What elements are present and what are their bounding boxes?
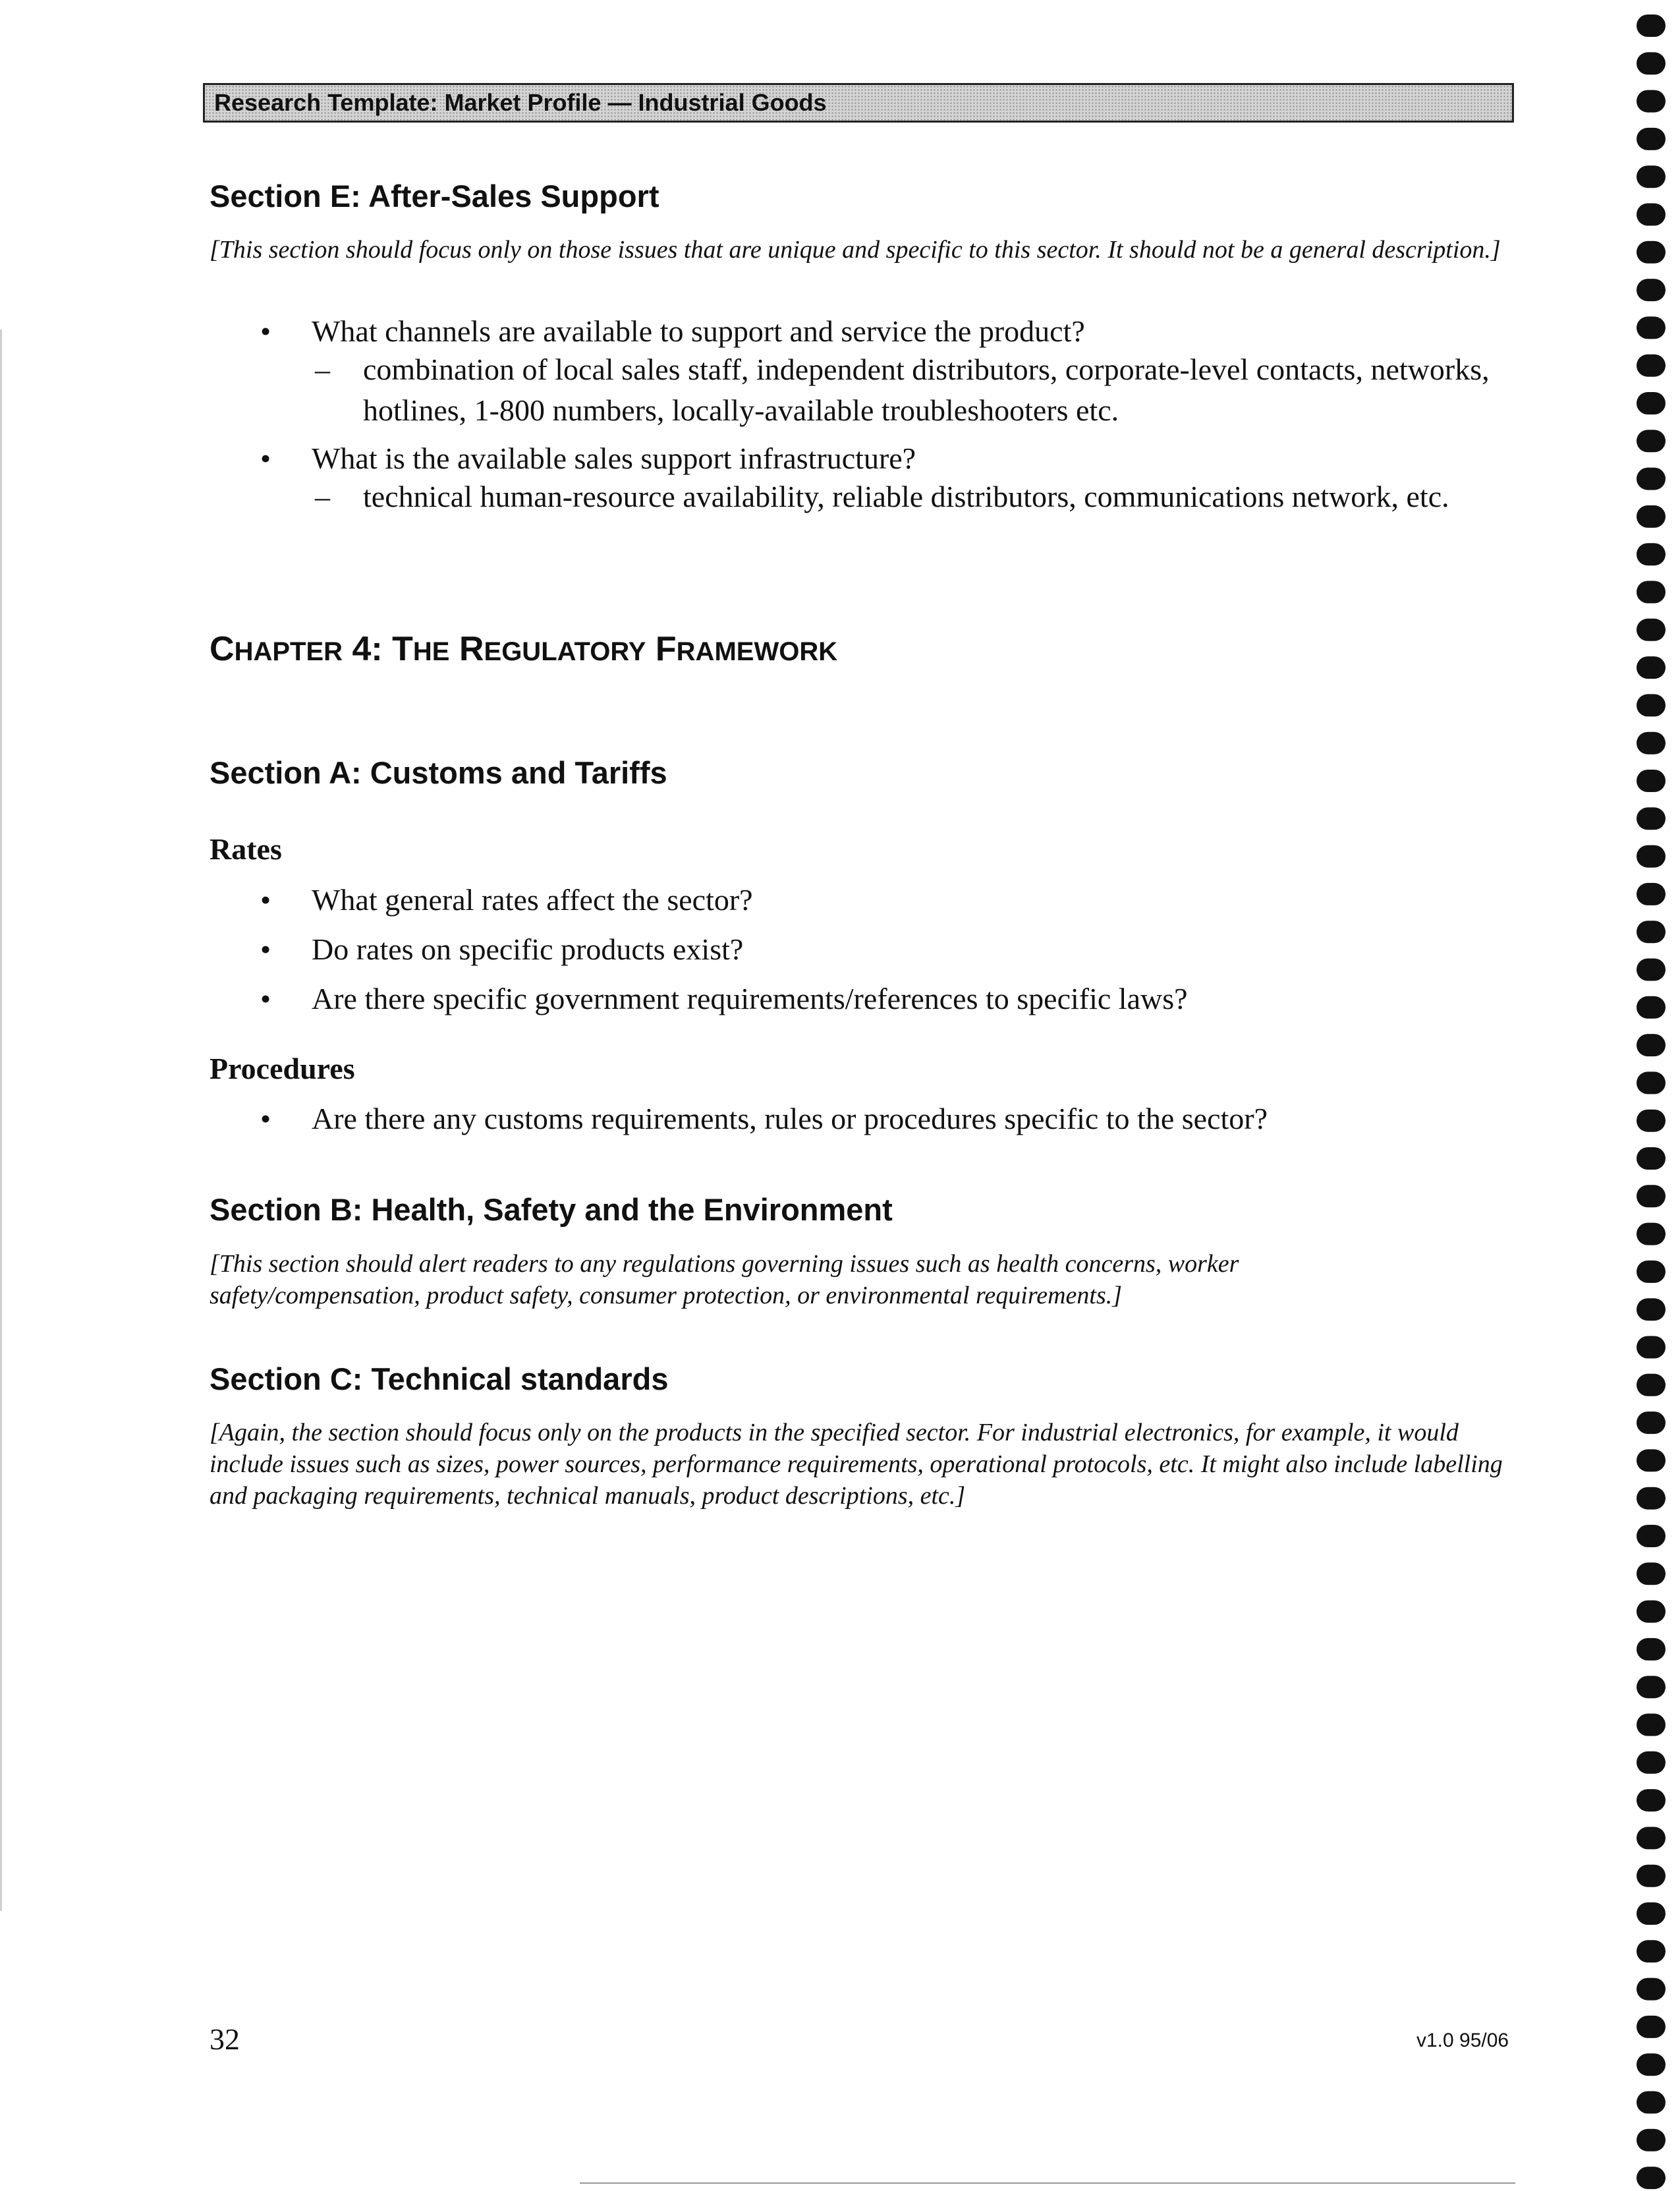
bullet-icon: • xyxy=(260,314,271,348)
binding-hole-icon xyxy=(1637,959,1666,981)
binding-hole-icon xyxy=(1637,1487,1666,1510)
binding-hole-icon xyxy=(1637,619,1666,641)
binding-hole-icon xyxy=(1637,1562,1666,1585)
binding-hole-icon xyxy=(1637,1223,1666,1245)
running-header-bar xyxy=(203,83,1514,123)
binding-hole-icon xyxy=(1637,14,1666,37)
sub-list-item-text: combination of local sales staff, independent distributors, corporate-level contacts, networks, hotlines, 1-800 numbers, locally-available troubleshooters etc. xyxy=(363,353,1490,427)
binding-hole-icon xyxy=(1637,392,1666,414)
binding-hole-icon xyxy=(1637,2167,1666,2189)
binding-hole-icon xyxy=(1637,1147,1666,1170)
sub-list-item xyxy=(315,349,1521,431)
binding-hole-icon xyxy=(1637,581,1666,604)
binding-hole-icon xyxy=(1637,1185,1666,1207)
section-b-note: [This section should alert readers to any regulations governing issues such as health concerns, worker safety/compensation, product safety, consumer protection, or environmental requirements.] xyxy=(210,1250,1239,1309)
binding-hole-icon xyxy=(1637,921,1666,943)
binding-hole-icon xyxy=(1637,505,1666,528)
procedures-heading: Procedures xyxy=(210,1052,355,1085)
binding-hole-icon xyxy=(1637,770,1666,792)
chapter-title: CHAPTER 4: THE REGULATORY FRAMEWORK xyxy=(210,630,838,668)
section-c-note: [Again, the section should focus only on the products in the specified sector. For industrial electronics, for example, it would include issues such as sizes, power sources, performance requirements, operational protocols, etc. It might also include labelling and packaging requirements, technical manuals, product descriptions, etc.] xyxy=(210,1419,1503,1510)
section-a-heading: Section A: Customs and Tariffs xyxy=(210,755,667,790)
binding-hole-icon xyxy=(1637,128,1666,150)
binding-hole-icon xyxy=(1637,241,1666,264)
binding-hole-icon xyxy=(1637,355,1666,377)
list-item-text: Do rates on specific products exist? xyxy=(312,932,744,966)
binding-hole-icon xyxy=(1637,52,1666,74)
binding-hole-icon xyxy=(1637,2129,1666,2151)
sub-list-item xyxy=(315,476,1521,517)
list-item-text: Are there any customs requirements, rules or procedures specific to the sector? xyxy=(312,1102,1268,1135)
bullet-icon: • xyxy=(260,441,271,475)
list-item-text: What general rates affect the sector? xyxy=(312,883,753,917)
binding-hole-icon xyxy=(1637,1411,1666,1434)
rates-heading: Rates xyxy=(210,832,282,866)
binding-hole-icon xyxy=(1637,1865,1666,1887)
list-item-text: Are there specific government requirements/references to specific laws? xyxy=(312,982,1188,1015)
scan-edge-mark xyxy=(0,329,2,1911)
running-header-title: Research Template: Market Profile — Industrial Goods xyxy=(214,89,827,116)
binding-hole-icon xyxy=(1637,732,1666,754)
section-b-heading: Section B: Health, Safety and the Environment xyxy=(210,1192,893,1227)
bottom-edge-line xyxy=(580,2182,1515,2184)
dash-icon: – xyxy=(315,353,330,386)
binding-hole-icon xyxy=(1637,2053,1666,2076)
binding-hole-icon xyxy=(1637,1601,1666,1623)
bullet-icon: • xyxy=(260,883,271,917)
binding-hole-icon xyxy=(1637,430,1666,452)
binding-hole-icon xyxy=(1637,165,1666,188)
binding-hole-icon xyxy=(1637,1261,1666,1283)
binding-hole-icon xyxy=(1637,1336,1666,1359)
binding-hole-icon xyxy=(1637,543,1666,565)
binding-hole-icon xyxy=(1637,694,1666,716)
binding-hole-icon xyxy=(1637,279,1666,301)
bullet-icon: • xyxy=(260,932,271,966)
binding-hole-icon xyxy=(1637,883,1666,905)
spiral-binding xyxy=(1634,0,1673,2191)
binding-hole-icon xyxy=(1637,1978,1666,2001)
page-number: 32 xyxy=(210,2022,240,2056)
binding-hole-icon xyxy=(1637,2091,1666,2114)
sub-list-item-text: technical human-resource availability, reliable distributors, communications network, etc. xyxy=(363,480,1449,513)
binding-hole-icon xyxy=(1637,1789,1666,1811)
binding-hole-icon xyxy=(1637,1034,1666,1056)
dash-icon: – xyxy=(315,480,330,513)
binding-hole-icon xyxy=(1637,1714,1666,1736)
binding-hole-icon xyxy=(1637,1449,1666,1471)
version-label: v1.0 95/06 xyxy=(1416,2030,1509,2051)
section-c-heading: Section C: Technical standards xyxy=(210,1361,669,1396)
binding-hole-icon xyxy=(1637,1827,1666,1849)
list-item-text: What is the available sales support infrastructure? xyxy=(312,441,916,475)
binding-hole-icon xyxy=(1637,316,1666,339)
binding-hole-icon xyxy=(1637,1374,1666,1396)
binding-hole-icon xyxy=(1637,845,1666,868)
binding-hole-icon xyxy=(1637,1110,1666,1132)
binding-hole-icon xyxy=(1637,1071,1666,1094)
binding-hole-icon xyxy=(1637,1751,1666,1774)
binding-hole-icon xyxy=(1637,996,1666,1019)
binding-hole-icon xyxy=(1637,90,1666,113)
bullet-icon: • xyxy=(260,982,271,1015)
binding-hole-icon xyxy=(1637,468,1666,490)
binding-hole-icon xyxy=(1637,2016,1666,2038)
bullet-icon: • xyxy=(260,1102,271,1135)
section-e-note: [This section should focus only on those issues that are unique and specific to this sector. It should not be a general description.] xyxy=(210,236,1501,264)
list-item-text: What channels are available to support and service the product? xyxy=(312,314,1085,348)
binding-hole-icon xyxy=(1637,1902,1666,1925)
binding-hole-icon xyxy=(1637,807,1666,830)
binding-hole-icon xyxy=(1637,1638,1666,1661)
binding-hole-icon xyxy=(1637,1940,1666,1962)
section-e-heading: Section E: After-Sales Support xyxy=(210,179,659,213)
binding-hole-icon xyxy=(1637,1525,1666,1547)
binding-hole-icon xyxy=(1637,656,1666,679)
binding-hole-icon xyxy=(1637,1298,1666,1321)
binding-hole-icon xyxy=(1637,204,1666,226)
binding-hole-icon xyxy=(1637,1676,1666,1698)
